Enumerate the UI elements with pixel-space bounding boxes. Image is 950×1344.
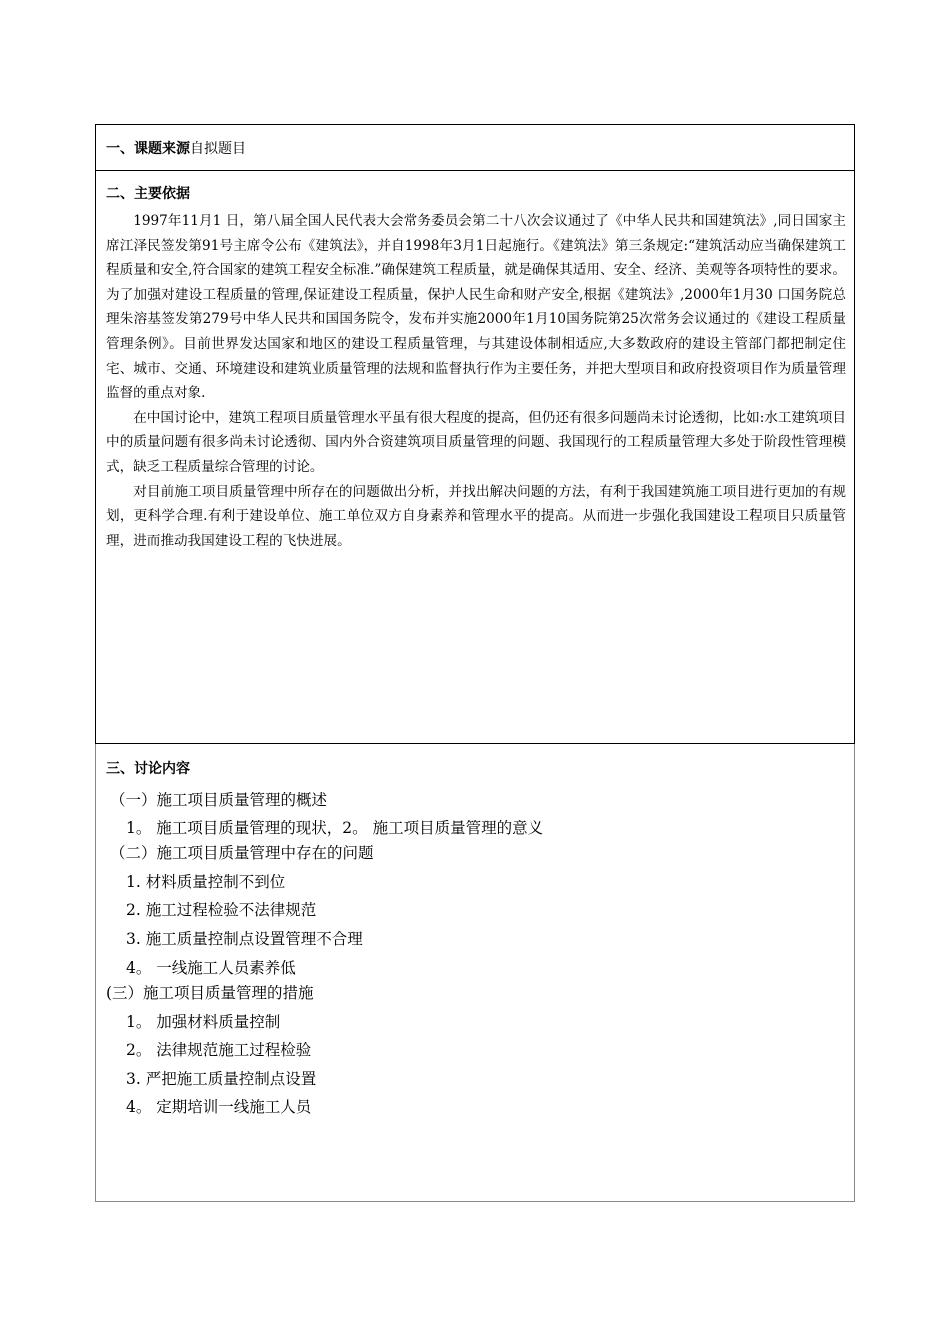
topic-source-heading: 一、课题来源	[106, 141, 190, 157]
discussion-content-row	[95, 744, 855, 1202]
outline-line-2: 1。 施工项目质量管理的现状，2。 施工项目质量管理的意义	[126, 819, 544, 837]
discussion-content-heading: 三、讨论内容	[106, 761, 190, 777]
outline-line-4: 1. 材料质量控制不到位	[126, 873, 286, 891]
topic-source-value: 自拟题目	[190, 141, 246, 157]
proposal-form	[95, 124, 855, 1202]
outline-line-12: 4。 定期培训一线施工人员	[126, 1098, 312, 1116]
outline-line-3: （二）施工项目质量管理中存在的问题	[110, 844, 374, 862]
outline-line-11: 3. 严把施工质量控制点设置	[126, 1070, 317, 1088]
outline-line-8: (三）施工项目质量管理的措施	[106, 984, 314, 1002]
topic-source-row	[95, 124, 855, 171]
basis-paragraph-2: 在中国讨论中，建筑工程项目质量管理水平虽有很大程度的提高，但仍还有很多问题尚未讨论透彻，比如:水工建筑项目中的质量问题有很多尚未讨论透彻、国内外合资建筑项目质量管理的问题、我国现行的工程质量管理大多处于阶段性管理模式，缺乏工程质量综合管理的讨论。	[106, 409, 846, 475]
main-basis-heading: 二、主要依据	[106, 186, 190, 202]
main-basis-row	[95, 171, 855, 744]
basis-paragraph-1: 1997年11月1 日，第八届全国人民代表大会常务委员会第二十八次会议通过了《中华人民共和国建筑法》,同日国家主席江泽民签发第91号主席令公布《建筑法》，并自1998年3月1日起施行。《建筑法》第三条规定:“建筑活动应当确保建筑工程质量和安全,符合国家的建筑工程安全标准.”确保建筑工程质量，就是确保其适用、安全、经济、美观等各项特性的要求。为了加强对建设工程质量的管理,保证建设工程质量，保护人民生命和财产安全,根据《建筑法》,2000年1月30 口国务院总理朱溶基签发第279号中华人民共和国国务院令，发布并实施2000年1月10国务院第25次常务会议通过的《建设工程质量管理条例》。目前世界发达国家和地区的建设工程质量管理，与其建设体制相适应,大多数政府的建设主管部门都把制定住宅、城市、交通、环境建设和建筑业质量管理的法规和监督执行作为主要任务，并把大型项目和政府投资项目作为质量管理监督的重点对象.	[106, 213, 846, 402]
outline-line-1: （一）施工项目质量管理的概述	[110, 791, 328, 809]
outline-line-5: 2. 施工过程检验不法律规范	[126, 901, 317, 919]
outline-line-10: 2。 法律规范施工过程检验	[126, 1041, 312, 1059]
basis-paragraph-3: 对目前施工项目质量管理中所存在的问题做出分析，并找出解决问题的方法，有利于我国建筑施工项目进行更加的有规划，更科学合理.有利于建设单位、施工单位双方自身素养和管理水平的提高。从而进一步强化我国建设工程项目只质量管理，进而推动我国建设工程的飞快进展。	[106, 483, 846, 549]
main-basis-body	[106, 209, 846, 553]
topic-source-line	[106, 139, 246, 158]
outline-line-6: 3. 施工质量控制点设置管理不合理	[126, 930, 363, 948]
outline-line-9: 1。 加强材料质量控制	[126, 1013, 281, 1031]
outline-line-7: 4。 一线施工人员素养低	[126, 959, 296, 977]
